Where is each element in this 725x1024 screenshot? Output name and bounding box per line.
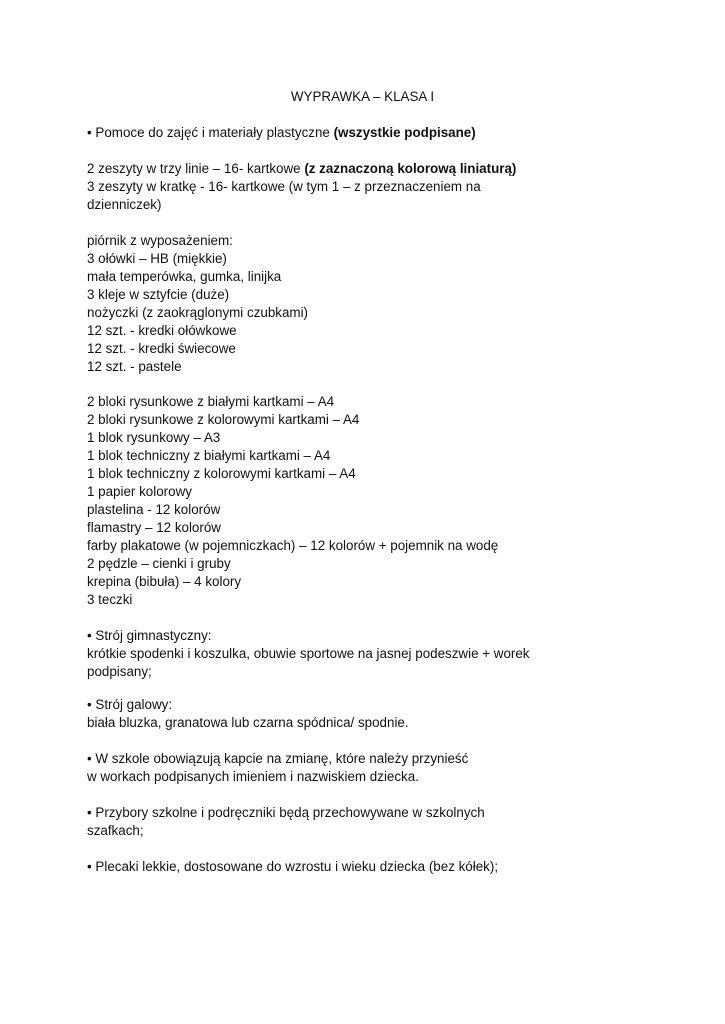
formal-heading: • Strój galowy: <box>87 697 173 712</box>
slippers-line-2: w workach podpisanych imieniem i nazwiskiem dziecka. <box>87 769 419 784</box>
document-title: WYPRAWKA – KLASA I <box>290 89 435 104</box>
art-supply-item: farby plakatowe (w pojemniczkach) – 12 kolorów + pojemnik na wodę <box>87 538 499 553</box>
art-supply-item: 1 papier kolorowy <box>87 484 192 499</box>
pencil-case-item: nożyczki (z zaokrąglonymi czubkami) <box>87 305 309 320</box>
gym-line-2: podpisany; <box>87 664 152 679</box>
pencil-case-item: 3 ołówki – HB (miękkie) <box>87 251 227 266</box>
art-supply-item: flamastry – 12 kolorów <box>87 520 221 535</box>
lockers-line-1: • Przybory szkolne i podręczniki będą przechowywane w szkolnych <box>87 805 485 820</box>
pencil-case-item: piórnik z wyposażeniem: <box>87 233 233 248</box>
gym-heading: • Strój gimnastyczny: <box>87 628 212 643</box>
art-supply-item: 1 blok techniczny z kolorowymi kartkami – A4 <box>87 466 356 481</box>
art-supply-item: 2 bloki rysunkowe z białymi kartkami – A4 <box>87 394 335 409</box>
section-supplies-heading <box>87 124 476 142</box>
art-supply-item: 2 bloki rysunkowe z kolorowymi kartkami – A4 <box>87 412 360 427</box>
pencil-case-item: 12 szt. - pastele <box>87 359 182 374</box>
art-supply-item: krepina (bibuła) – 4 kolory <box>87 574 242 589</box>
pencil-case-item: 12 szt. - kredki ołówkowe <box>87 323 237 338</box>
art-supply-item: 1 blok techniczny z białymi kartkami – A4 <box>87 448 331 463</box>
gym-line-1: krótkie spodenki i koszulka, obuwie sportowe na jasnej podeszwie + worek <box>87 646 530 661</box>
notebook-line-2: 3 zeszyty w kratkę - 16- kartkowe (w tym 1 – z przeznaczeniem na <box>87 179 481 194</box>
pencil-case-item: 12 szt. - kredki świecowe <box>87 341 236 356</box>
art-supply-item: 1 blok rysunkowy – A3 <box>87 430 221 445</box>
art-supply-item: plastelina - 12 kolorów <box>87 502 221 517</box>
pencil-case-item: 3 kleje w sztyfcie (duże) <box>87 287 230 302</box>
notebook-line-1 <box>87 160 516 178</box>
lockers-line-2: szafkach; <box>87 823 144 838</box>
notebook-line-1-bold: (z zaznaczoną kolorową liniaturą) <box>304 161 517 176</box>
slippers-line-1: • W szkole obowiązują kapcie na zmianę, które należy przynieść <box>87 751 469 766</box>
notebook-line-3: dzienniczek) <box>87 197 162 212</box>
art-supply-item: 2 pędzle – cienki i gruby <box>87 556 231 571</box>
formal-line-1: biała bluzka, granatowa lub czarna spódnica/ spodnie. <box>87 715 409 730</box>
notebook-line-1-text: 2 zeszyty w trzy linie – 16- kartkowe <box>87 161 305 176</box>
art-supply-item: 3 teczki <box>87 592 133 607</box>
section-supplies-heading-bold: (wszystkie podpisane) <box>333 125 476 140</box>
section-supplies-heading-text: • Pomoce do zajęć i materiały plastyczne <box>87 125 334 140</box>
pencil-case-item: mała temperówka, gumka, linijka <box>87 269 282 284</box>
backpacks-line-1: • Plecaki lekkie, dostosowane do wzrostu i wieku dziecka (bez kółek); <box>87 859 499 874</box>
